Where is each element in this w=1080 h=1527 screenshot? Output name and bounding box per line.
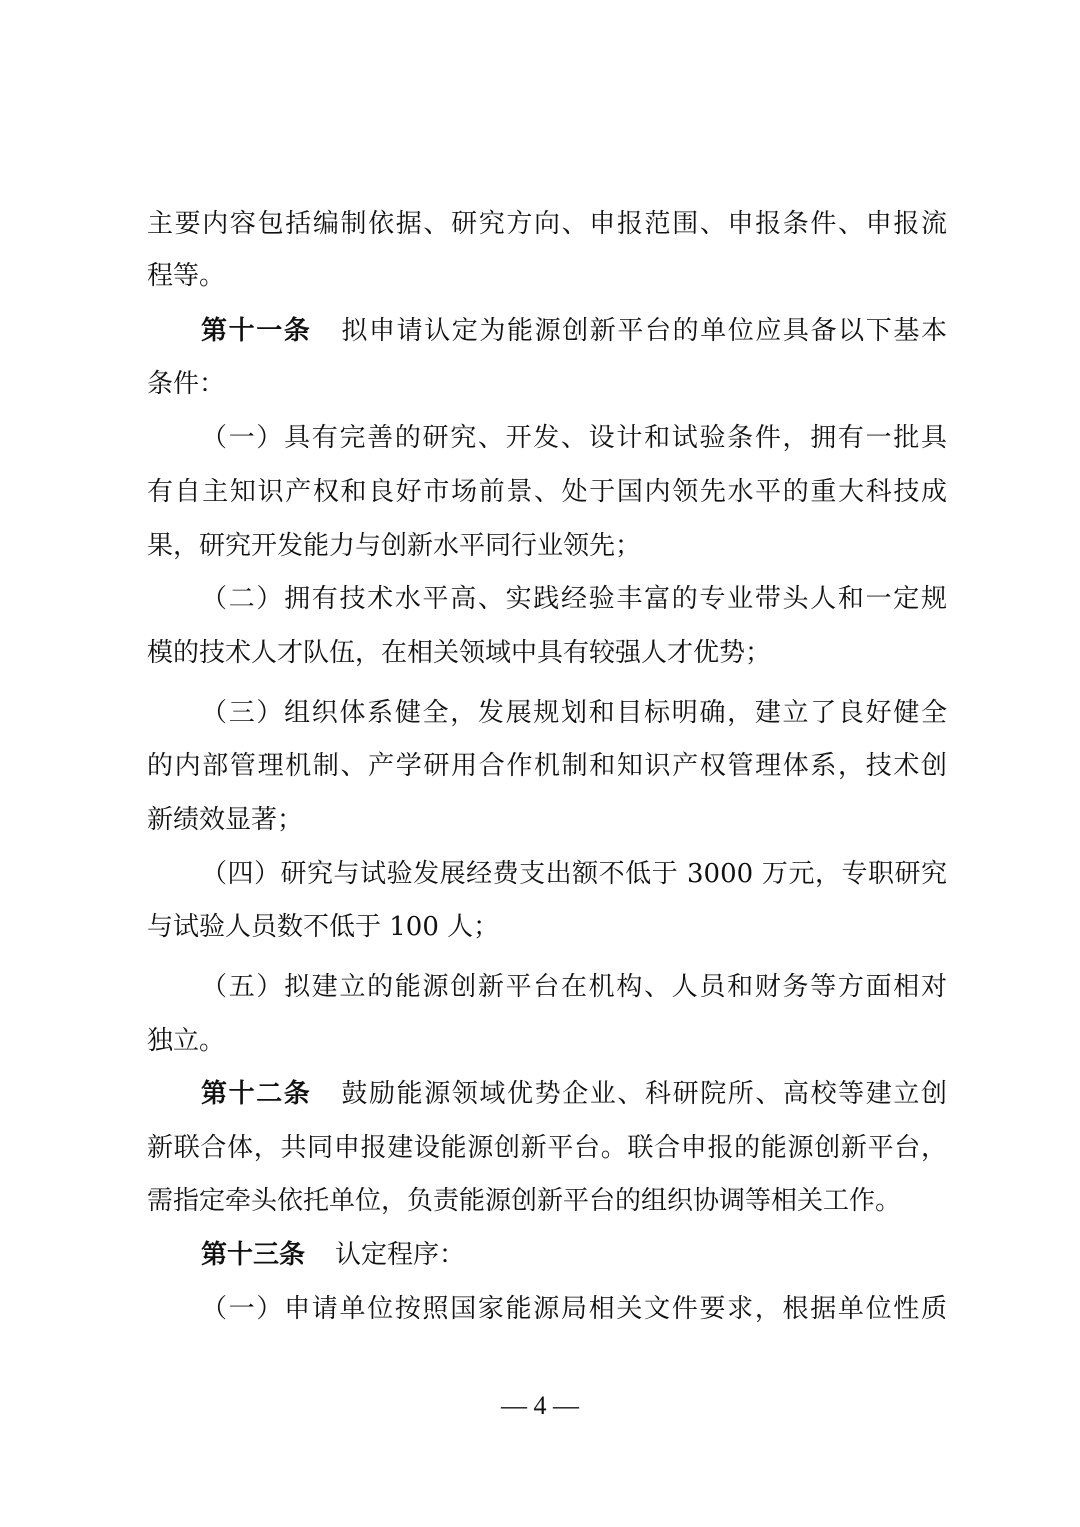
text-line: （一）具有完善的研究、开发、设计和试验条件，拥有一批具 bbox=[201, 423, 947, 453]
text-line: 需指定牵头依托单位，负责能源创新平台的组织协调等相关工作。 bbox=[147, 1186, 902, 1216]
article-line: 第十三条 认定程序： bbox=[201, 1240, 466, 1270]
text-line: 模的技术人才队伍，在相关领域中具有较强人才优势； bbox=[147, 638, 772, 668]
text-line: （四）研究与试验发展经费支出额不低于 3000 万元，专职研究 bbox=[201, 859, 947, 889]
text-line: 有自主知识产权和良好市场前景、处于国内领先水平的重大科技成 bbox=[147, 477, 947, 507]
article-line: 第十一条 拟申请认定为能源创新平台的单位应具备以下基本 bbox=[201, 316, 947, 346]
article-heading: 第十三条 bbox=[201, 1240, 306, 1270]
text-line: （三）组织体系健全，发展规划和目标明确，建立了良好健全 bbox=[201, 698, 947, 728]
text-line: 主要内容包括编制依据、研究方向、申报范围、申报条件、申报流 bbox=[147, 209, 947, 239]
text-line: （二）拥有技术水平高、实践经验丰富的专业带头人和一定规 bbox=[201, 584, 947, 614]
text-line: 条件： bbox=[147, 369, 226, 399]
text-line: （五）拟建立的能源创新平台在机构、人员和财务等方面相对 bbox=[201, 972, 947, 1002]
article-heading: 第十二条 bbox=[201, 1079, 312, 1109]
text-line: 的内部管理机制、产学研用合作机制和知识产权管理体系，技术创 bbox=[147, 751, 947, 781]
text-line: 独立。 bbox=[147, 1026, 226, 1056]
article-line: 第十二条 鼓励能源领域优势企业、科研院所、高校等建立创 bbox=[201, 1079, 947, 1109]
text-line: 果，研究开发能力与创新水平同行业领先； bbox=[147, 531, 642, 561]
page-number: — 4 — bbox=[501, 1391, 579, 1420]
article-heading: 第十一条 bbox=[201, 316, 312, 346]
text-line: 新绩效显著； bbox=[147, 805, 304, 835]
text-line: 与试验人员数不低于 100 人； bbox=[147, 912, 500, 942]
text-line: 新联合体，共同申报建设能源创新平台。联合申报的能源创新平台， bbox=[147, 1133, 947, 1163]
text-line: （一）申请单位按照国家能源局相关文件要求，根据单位性质 bbox=[201, 1294, 947, 1324]
text-line: 程等。 bbox=[147, 261, 226, 291]
